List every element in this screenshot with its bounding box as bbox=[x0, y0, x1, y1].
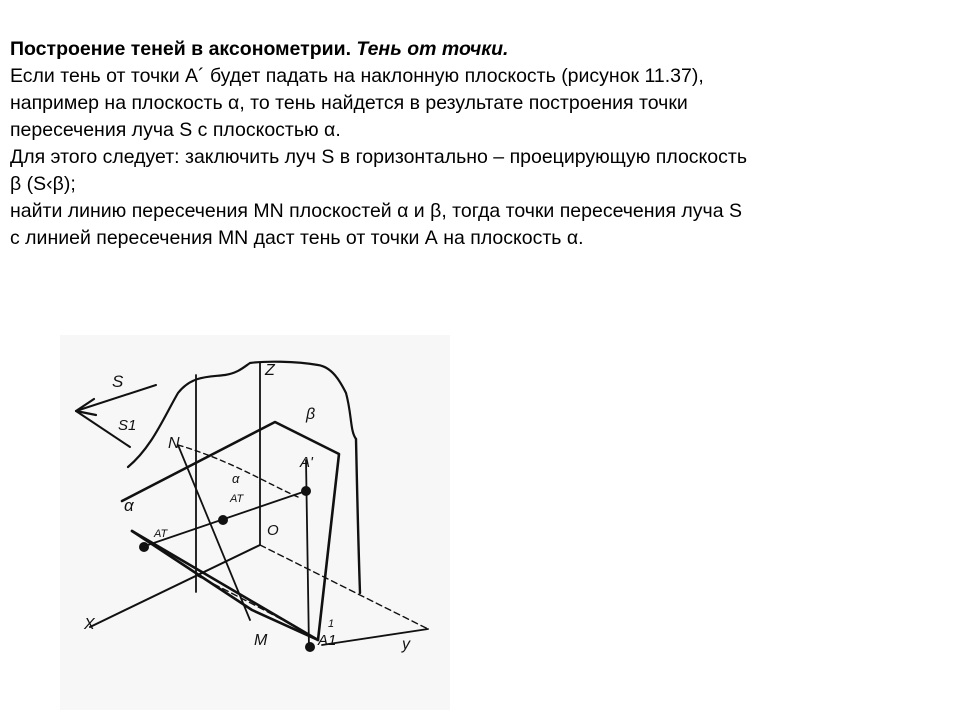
paragraph-line-2: например на плоскость α, то тень найдется в результате построения точки bbox=[10, 92, 688, 114]
text-block bbox=[10, 36, 950, 252]
figure-svg bbox=[60, 335, 450, 710]
label-a1-sup: 1 bbox=[328, 618, 335, 630]
label-z: Z bbox=[265, 362, 275, 379]
paragraph-line-5: β (S‹β); bbox=[10, 173, 76, 195]
label-at-left: AT bbox=[154, 528, 168, 540]
paragraph-line-6: найти линию пересечения MN плоскостей α и β, тогда точки пересечения луча S bbox=[10, 200, 742, 222]
label-n: N bbox=[168, 435, 180, 452]
point-at-left bbox=[139, 542, 149, 552]
figure-background bbox=[60, 335, 450, 710]
label-s1: S1 bbox=[118, 417, 137, 434]
label-a-prime: A' bbox=[300, 454, 313, 471]
label-alpha: α bbox=[124, 496, 134, 515]
paragraph-line-3: пересечения луча S с плоскостью α. bbox=[10, 119, 341, 141]
label-o: O bbox=[267, 522, 279, 539]
heading bbox=[10, 36, 950, 63]
paragraph-line-4: Для этого следует: заключить луч S в горизонтально – проецирующую плоскость bbox=[10, 146, 747, 168]
point-at-mid bbox=[218, 515, 228, 525]
point-a1 bbox=[305, 642, 315, 652]
heading-italic: Тень от точки. bbox=[356, 38, 509, 60]
paragraph-line-7: с линией пересечения MN даст тень от точки А на плоскость α. bbox=[10, 227, 584, 249]
heading-bold: Построение теней в аксонометрии. bbox=[10, 38, 351, 60]
point-a-prime bbox=[301, 486, 311, 496]
label-x: X bbox=[84, 616, 95, 633]
label-beta: β bbox=[306, 406, 316, 423]
figure-shadow-construction bbox=[60, 335, 450, 710]
paragraph-line-1: Если тень от точки А´ будет падать на наклонную плоскость (рисунок 11.37), bbox=[10, 65, 704, 87]
label-a1: A1 bbox=[318, 632, 337, 649]
label-m: M bbox=[254, 632, 268, 649]
label-y: y bbox=[402, 636, 410, 653]
label-at-mid: AT bbox=[230, 493, 244, 505]
label-s: S bbox=[112, 372, 124, 391]
label-alpha-mid: α bbox=[232, 471, 240, 486]
